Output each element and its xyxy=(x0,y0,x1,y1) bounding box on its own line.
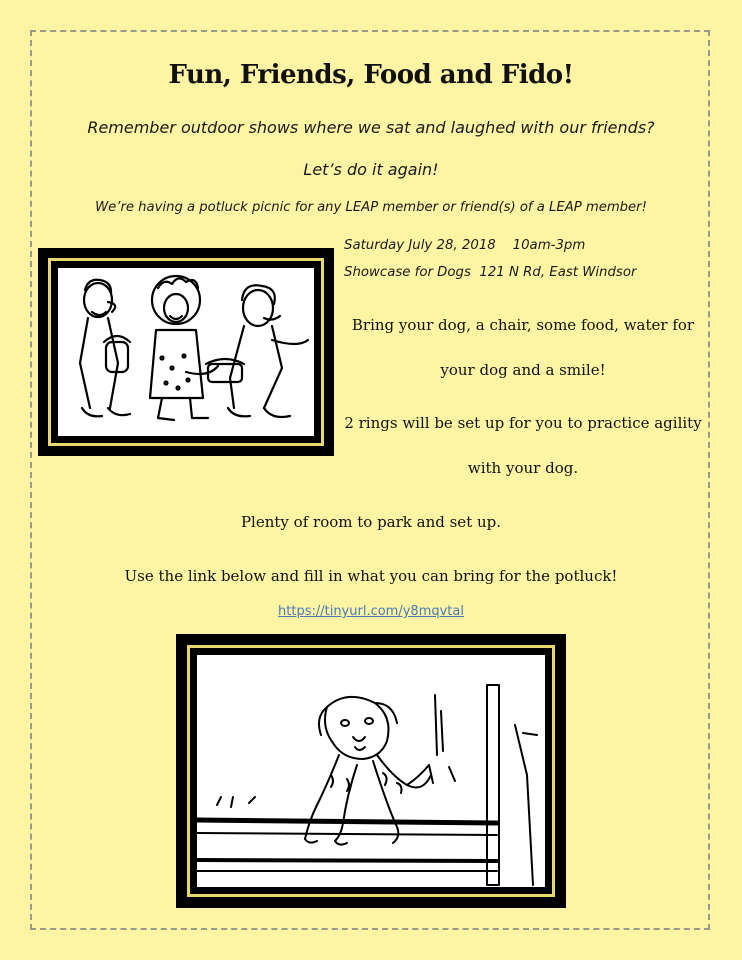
flyer-again: Let’s do it again! xyxy=(303,160,439,179)
agility-dog-frame xyxy=(176,634,566,908)
flyer-title: Fun, Friends, Food and Fido! xyxy=(168,60,574,90)
rings-line-1: 2 rings will be set up for you to practice agility xyxy=(344,414,702,432)
agility-dog-image xyxy=(197,655,545,887)
flyer-subtitle: Remember outdoor shows where we sat and laughed with our friends? xyxy=(87,118,655,137)
rings-line-2: with your dog. xyxy=(467,459,579,477)
dog-jumping-illustration xyxy=(197,655,545,887)
event-location: Showcase for Dogs 121 N Rd, East Windsor xyxy=(344,265,637,280)
link-intro-text: Use the link below and fill in what you can bring for the potluck! xyxy=(124,567,618,585)
bring-line-2: your dog and a smile! xyxy=(440,361,606,379)
flyer-invite: We’re having a potluck picnic for any LEAP member or friend(s) of a LEAP member! xyxy=(95,200,647,215)
event-date-time: Saturday July 28, 2018 10am-3pm xyxy=(344,238,586,253)
bring-line-1: Bring your dog, a chair, some food, water for xyxy=(351,316,695,334)
potluck-link[interactable]: https://tinyurl.com/y8mqvtal xyxy=(278,604,464,619)
parking-text: Plenty of room to park and set up. xyxy=(240,513,502,531)
potluck-cartoon-image xyxy=(58,268,314,436)
cartoon-people-illustration xyxy=(58,268,314,436)
potluck-cartoon-frame xyxy=(38,248,334,456)
